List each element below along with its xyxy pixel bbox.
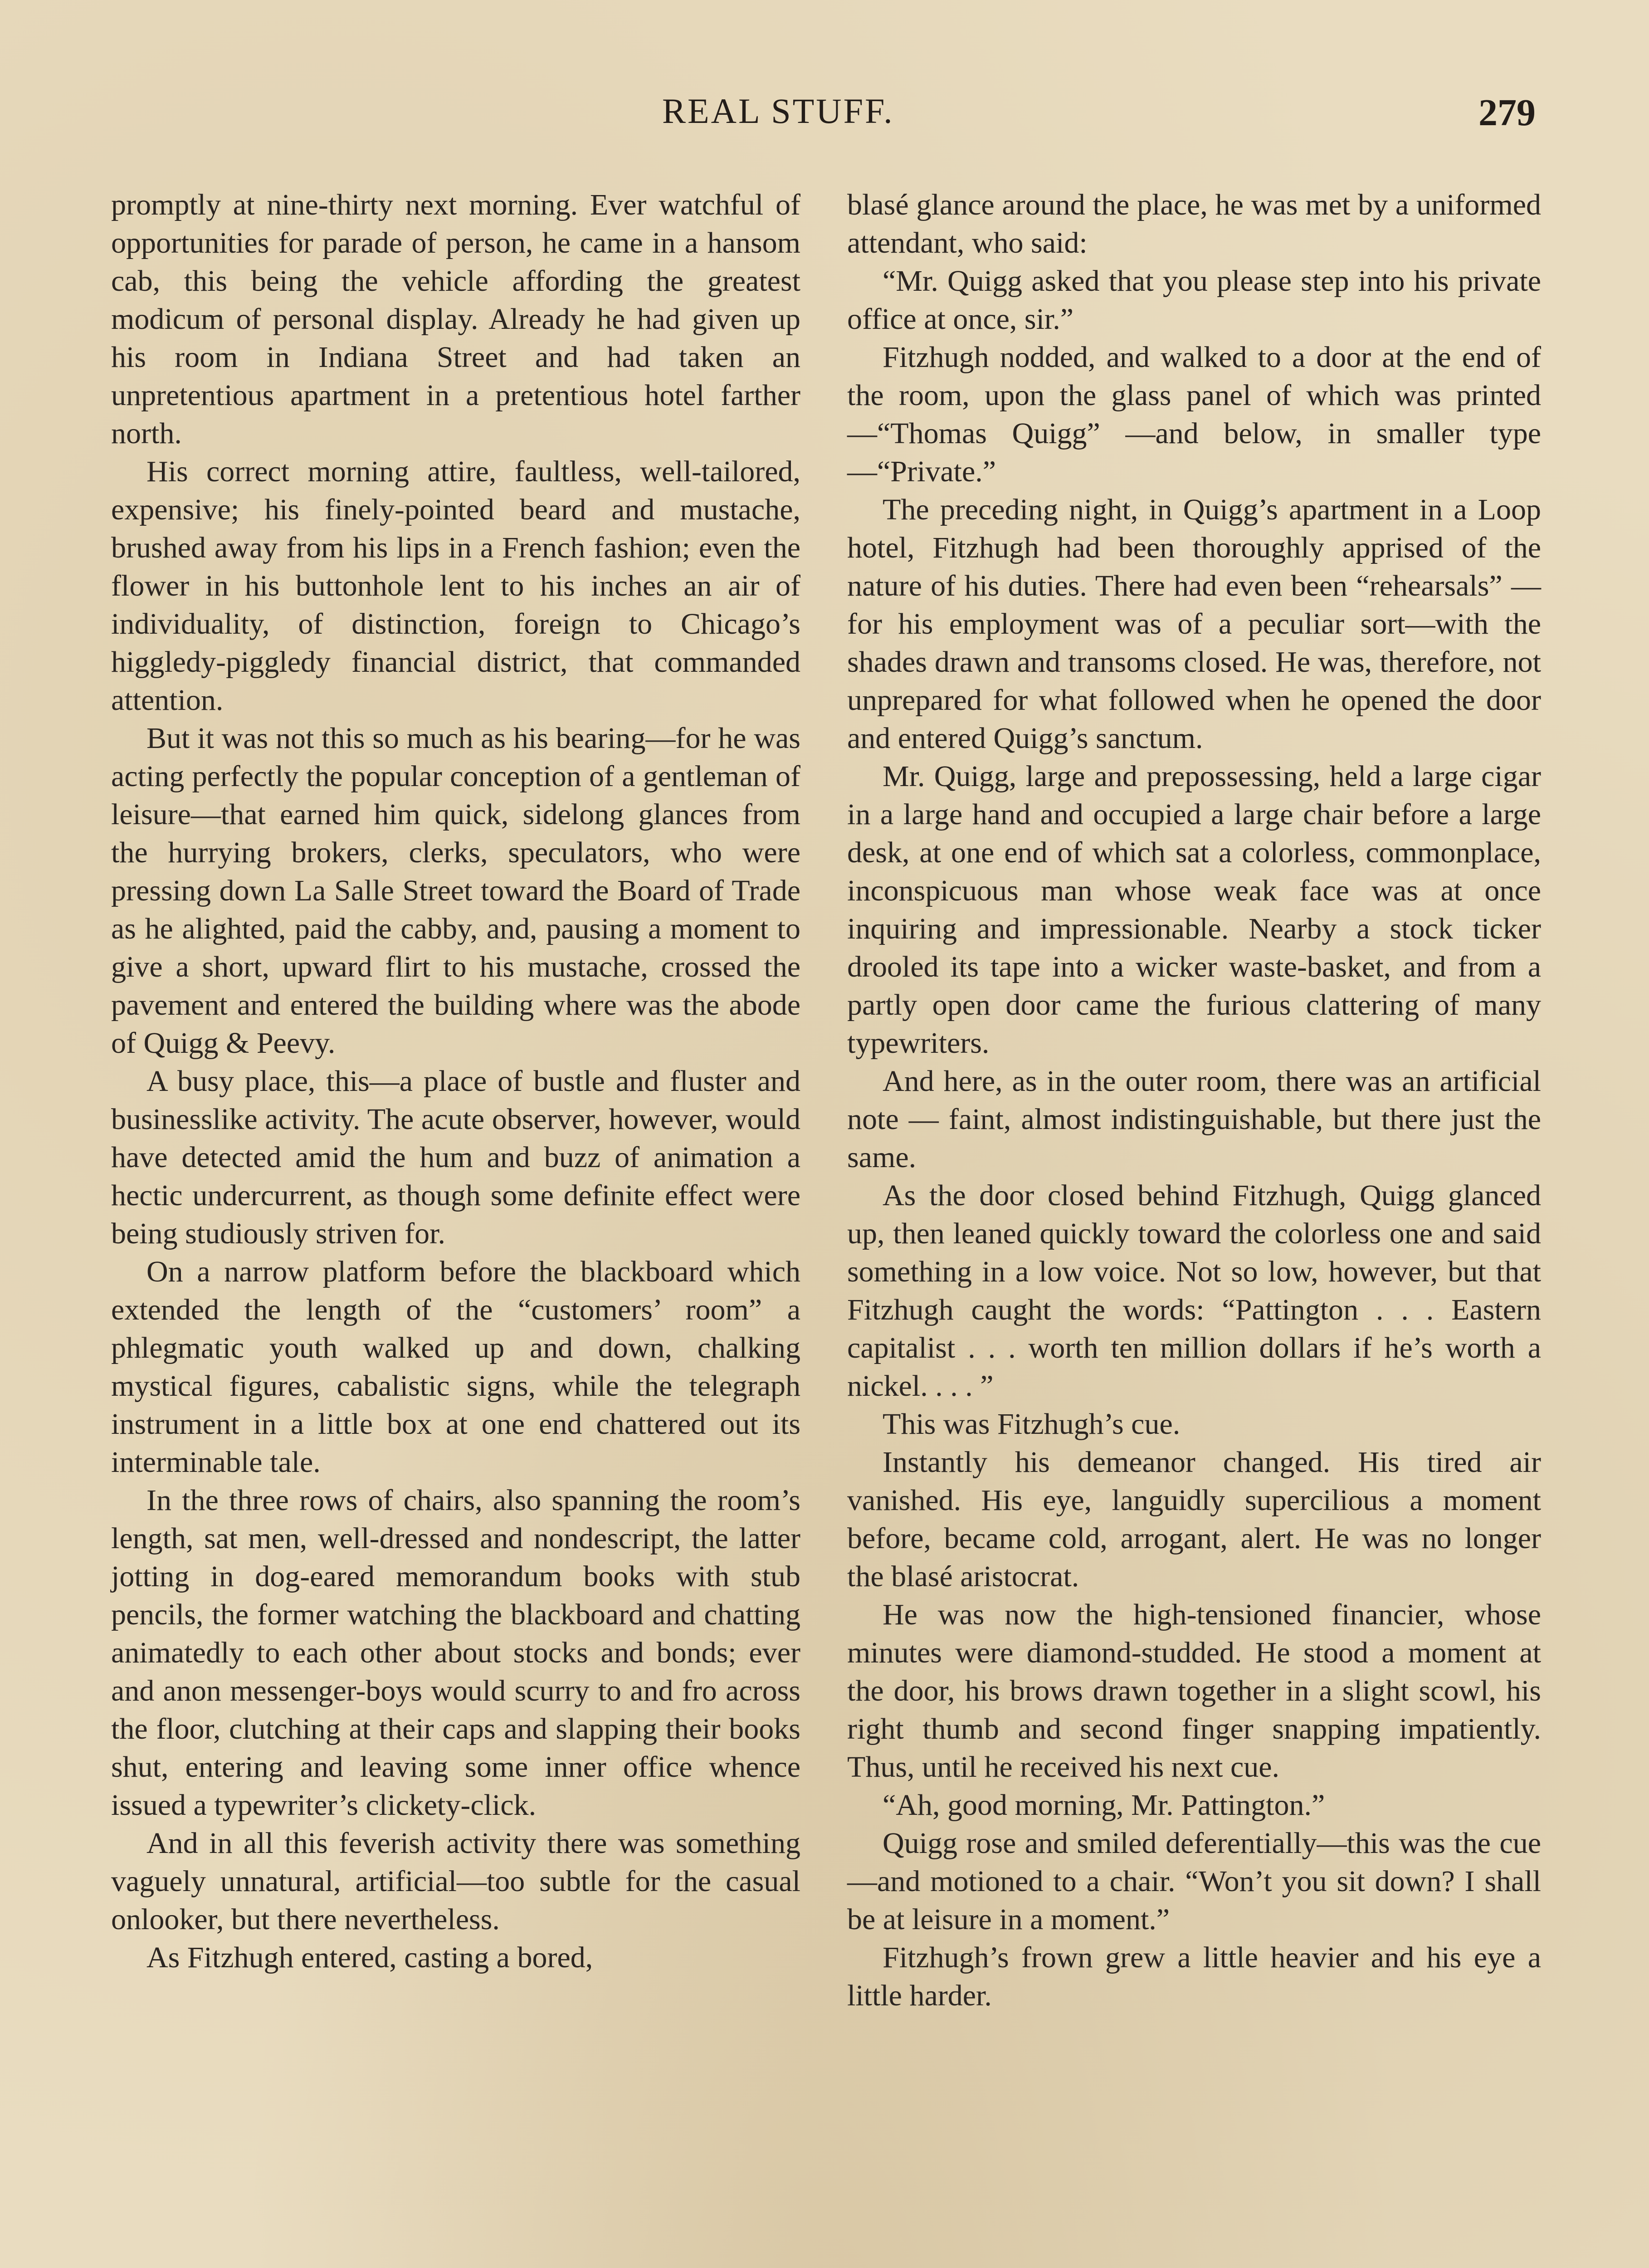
paragraph: Fitzhugh’s frown grew a little heavier and his eye a little harder. (847, 1941, 1541, 2012)
paragraph: And in all this feverish activity there was something vaguely unnatural, artificial—too subtle for the casual onlooker, but there nevertheless. (111, 1827, 800, 1936)
paragraph: A busy place, this—a place of bustle and fluster and businesslike activity. The acute observer, however, would have detected amid the hum and buzz of animation a hectic undercurrent, as though some definite effect were being studiously striven for. (111, 1065, 800, 1250)
paragraph: This was Fitzhugh’s cue. (883, 1408, 1181, 1441)
paragraph: promptly at nine-thirty next morning. Ever watchful of opportunities for parade of person, he came in a hansom cab, this being the vehicle affording the greatest modicum of personal display. Already he had given up his room in Indiana Street and had taken an unpretentious apartment in a pretentious hotel farther north. (111, 188, 800, 450)
paragraph: The preceding night, in Quigg’s apartment in a Loop hotel, Fitzhugh had been thoroughly apprised of the nature of his duties. There had even been “rehearsals” —for his employment was of a peculiar sort—with the shades drawn and transoms closed. He was, therefore, not unprepared for what followed when he opened the door and entered Quigg’s sanctum. (847, 493, 1541, 755)
paragraph: But it was not this so much as his bearing—for he was acting perfectly the popular conception of a gentleman of leisure—that earned him quick, sidelong glances from the hurrying brokers, clerks, speculators, who were pressing down La Salle Street toward the Board of Trade as he alighted, paid the cabby, and, pausing a moment to give a short, upward flirt to his mustache, crossed the pavement and entered the building where was the abode of Quigg & Peevy. (111, 722, 800, 1060)
paragraph: Quigg rose and smiled deferentially—this was the cue—and motioned to a chair. “Won’t you sit down? I shall be at leisure in a moment.” (847, 1827, 1541, 1936)
paragraph: He was now the high-tensioned financier, whose minutes were diamond-studded. He stood a moment at the door, his brows drawn together in a slight scowl, his right thumb and second finger snapping impatiently. Thus, until he received his next cue. (847, 1598, 1541, 1784)
paragraph: In the three rows of chairs, also spanning the room’s length, sat men, well-dressed and nondescript, the latter jotting in dog-eared memorandum books with stub pencils, the former watching the blackboard and chatting animatedly to each other about stocks and bonds; ever and anon messenger-boys would scurry to and fro across the floor, clutching at their caps and slapping their books shut, entering and leaving some inner office whence issued a typewriter’s clickety-click. (111, 1484, 800, 1822)
paragraph: Mr. Quigg, large and prepossessing, held a large cigar in a large hand and occupied a large chair before a large desk, at one end of which sat a colorless, commonplace, inconspicuous man whose weak face was at once inquiring and impressionable. Nearby a stock ticker drooled its tape into a wicker waste-basket, and from a partly open door came the furious clattering of many typewriters. (847, 760, 1541, 1060)
left-column (111, 186, 800, 1977)
paragraph: Fitzhugh nodded, and walked to a door at the end of the room, upon the glass panel of which was printed—“Thomas Quigg” —and below, in smaller type—“Private.” (847, 341, 1541, 488)
running-title: REAL STUFF. (662, 91, 894, 131)
paragraph: On a narrow platform before the blackboard which extended the length of the “customers’ room” a phlegmatic youth walked up and down, chalking mystical figures, cabalistic signs, while the telegraph instrument in a little box at one end chattered out its interminable tale. (111, 1255, 800, 1479)
paragraph: Instantly his demeanor changed. His tired air vanished. His eye, languidly supercilious a moment before, became cold, arrogant, alert. He was no longer the blasé aristocrat. (847, 1446, 1541, 1593)
paragraph: As the door closed behind Fitzhugh, Quigg glanced up, then leaned quickly toward the colorless one and said something in a low voice. Not so low, however, but that Fitzhugh caught the words: “Pattington . . . Eastern capitalist . . . worth ten million dollars if he’s worth a nickel. . . . ” (847, 1179, 1541, 1403)
page-number: 279 (1478, 92, 1536, 134)
right-column (847, 186, 1541, 2015)
paragraph: As Fitzhugh entered, casting a bored, (146, 1941, 593, 1974)
paragraph: And here, as in the outer room, there was an artificial note — faint, almost indistinguishable, but there just the same. (847, 1065, 1541, 1174)
paragraph: His correct morning attire, faultless, well-tailored, expensive; his finely-pointed beard and mustache, brushed away from his lips in a French fashion; even the flower in his buttonhole lent to his inches an air of individuality, of distinction, foreign to Chicago’s higgledy-piggledy financial district, that commanded attention. (111, 455, 800, 717)
paragraph: “Mr. Quigg asked that you please step into his private office at once, sir.” (847, 264, 1541, 336)
paragraph: blasé glance around the place, he was met by a uniformed attendant, who said: (847, 188, 1541, 259)
paragraph: “Ah, good morning, Mr. Pattington.” (883, 1789, 1325, 1822)
